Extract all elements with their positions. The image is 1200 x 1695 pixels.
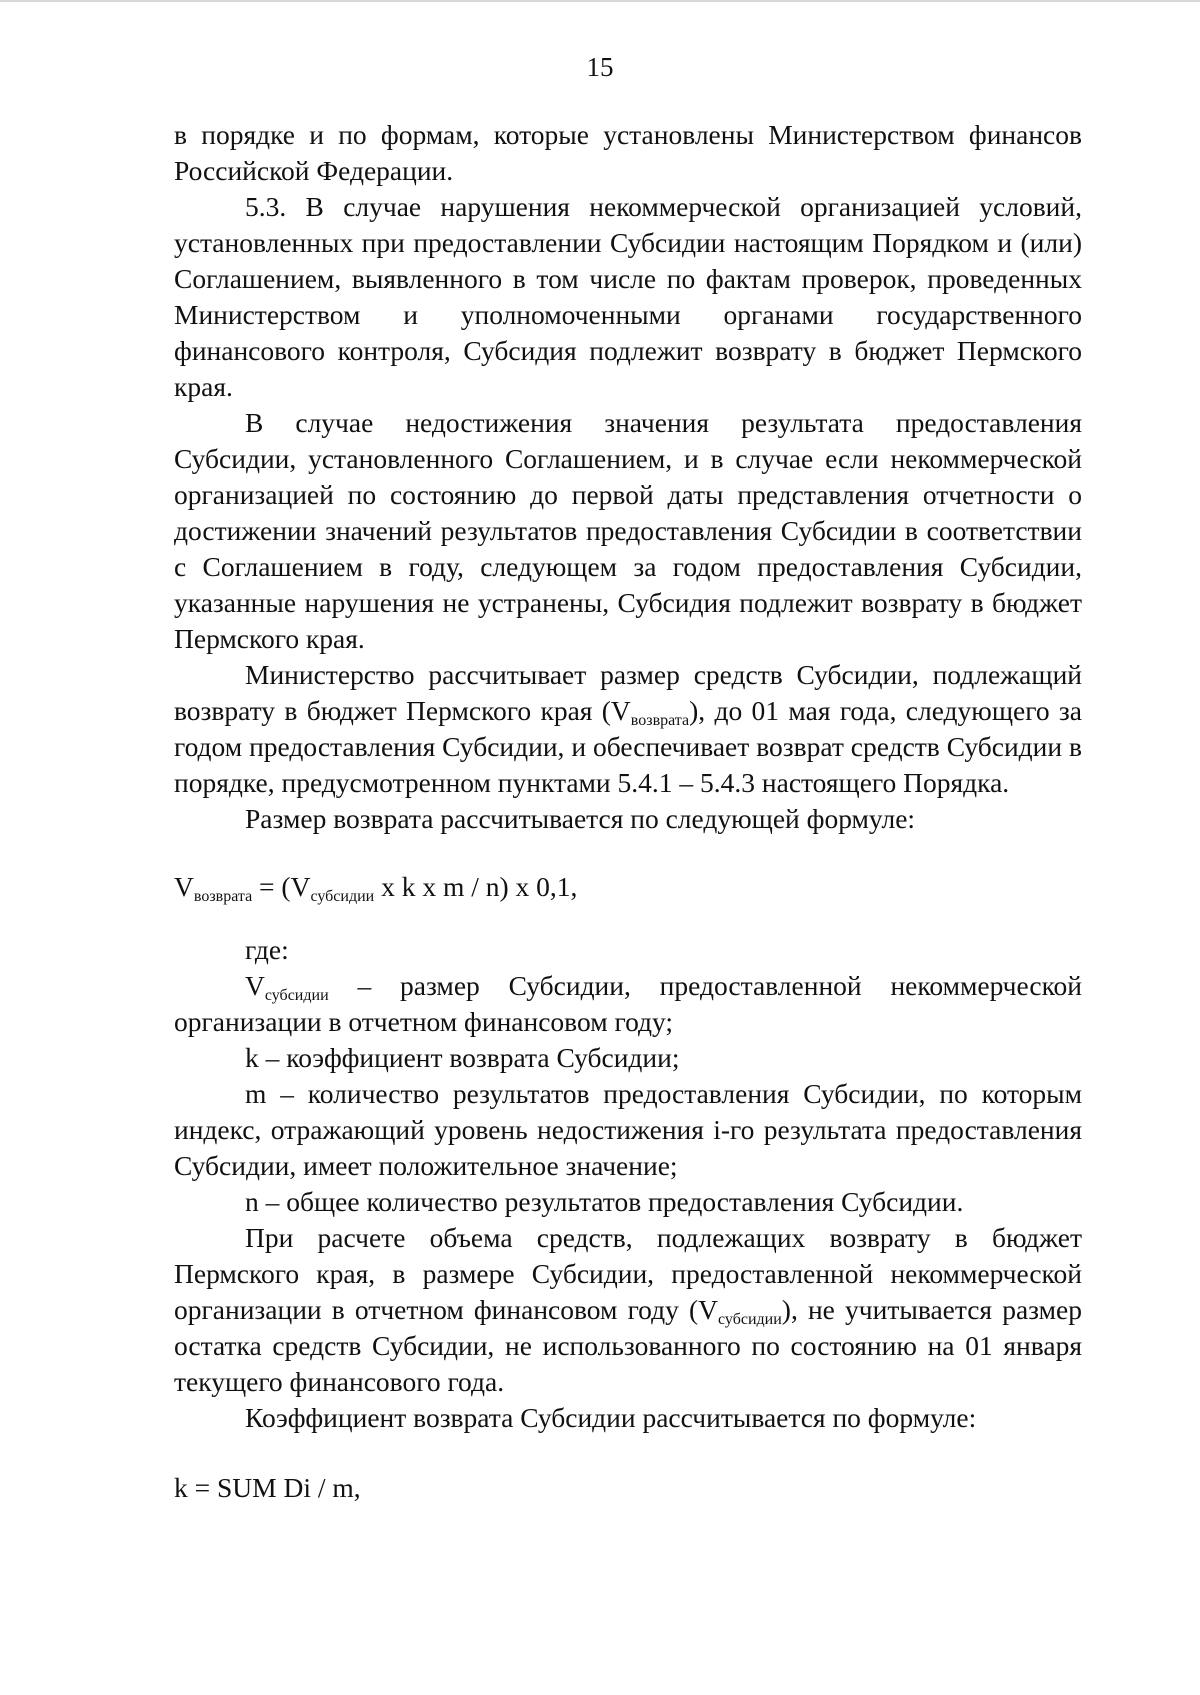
formula-symbol: V xyxy=(174,871,194,902)
definition-k: k – коэффициент возврата Субсидии; xyxy=(245,1042,680,1073)
definition-n: n – общее количество результатов предоставления Субсидии. xyxy=(245,1186,964,1217)
formula-return-amount xyxy=(174,869,1082,905)
scan-edge xyxy=(0,0,1200,2)
paragraph-remainder-excluded xyxy=(174,1220,1082,1400)
text-segment: При расчете объема средств, подлежащих возврату в бюджет Пермского края, в размере Субсидии, предоставленной некоммерческой организации в отчетном финансовом году (V xyxy=(174,1222,1082,1325)
paragraph-ministry-calculation xyxy=(174,657,1082,801)
subscript: субсидии xyxy=(264,987,329,1004)
paragraph-5-3: 5.3. В случае нарушения некоммерческой организацией условий, установленных при предоставлении Субсидии настоящим Порядком и (или) Соглашением, выявленного в том числе по фактам проверок, проведенных Министерством и уполномоченными органами государственного финансового контроля, Субсидия подлежит возврату в бюджет Пермского края. xyxy=(174,191,1082,402)
paragraph-formula-intro: Размер возврата рассчитывается по следующей формуле: xyxy=(245,803,916,834)
subscript: возврата xyxy=(630,712,690,729)
formula-coefficient: k = SUM Di / m, xyxy=(174,1472,361,1503)
text-segment: Министерство рассчитывает размер средств Субсидии, подлежащий возврату в бюджет Пермского края (V xyxy=(174,659,1082,726)
definition-text: – размер Субсидии, предоставленной некоммерческой организации в отчетном финансовом году; xyxy=(174,970,1082,1037)
formula-text: = (V xyxy=(252,871,311,902)
text-segment: ), до 01 мая года, следующего за годом предоставления Субсидии, и обеспечивает возврат средств Субсидии в порядке, предусмотренном пунктами 5.4.1 – 5.4.3 настоящего Порядка. xyxy=(174,695,1082,798)
subscript: субсидии xyxy=(310,888,375,905)
formula-symbol: V xyxy=(245,970,265,1001)
page-number: 15 xyxy=(586,52,614,82)
formula-text: x k x m / n) x 0,1, xyxy=(374,871,578,902)
text-segment: ), не учитывается размер остатка средств Субсидии, не использованного по состоянию на 01 января текущего финансового года. xyxy=(174,1294,1082,1397)
definition-m: m – количество результатов предоставления Субсидии, по которым индекс, отражающий уровень недостижения i-го результата предоставления Субсидии, имеет положительное значение; xyxy=(174,1078,1082,1181)
paragraph-non-achievement: В случае недостижения значения результата предоставления Субсидии, установленного Соглашением, и в случае если некоммерческой организацией по состоянию до первой даты представления отчетности о достижении значений результатов предоставления Субсидии в соответствии с Соглашением в году, следующем за годом предоставления Субсидии, указанные нарушения не устранены, Субсидия подлежит возврату в бюджет Пермского края. xyxy=(174,407,1082,654)
subscript: возврата xyxy=(193,888,253,905)
paragraph-continuation: в порядке и по формам, которые установлены Министерством финансов Российской Федерации. xyxy=(174,119,1082,186)
definition-v-subsidy xyxy=(174,968,1082,1040)
paragraph-coefficient-intro: Коэффициент возврата Субсидии рассчитывается по формуле: xyxy=(245,1402,977,1433)
subscript: субсидии xyxy=(718,1311,782,1328)
document-body xyxy=(174,117,1082,1506)
where-label: где: xyxy=(245,934,289,965)
